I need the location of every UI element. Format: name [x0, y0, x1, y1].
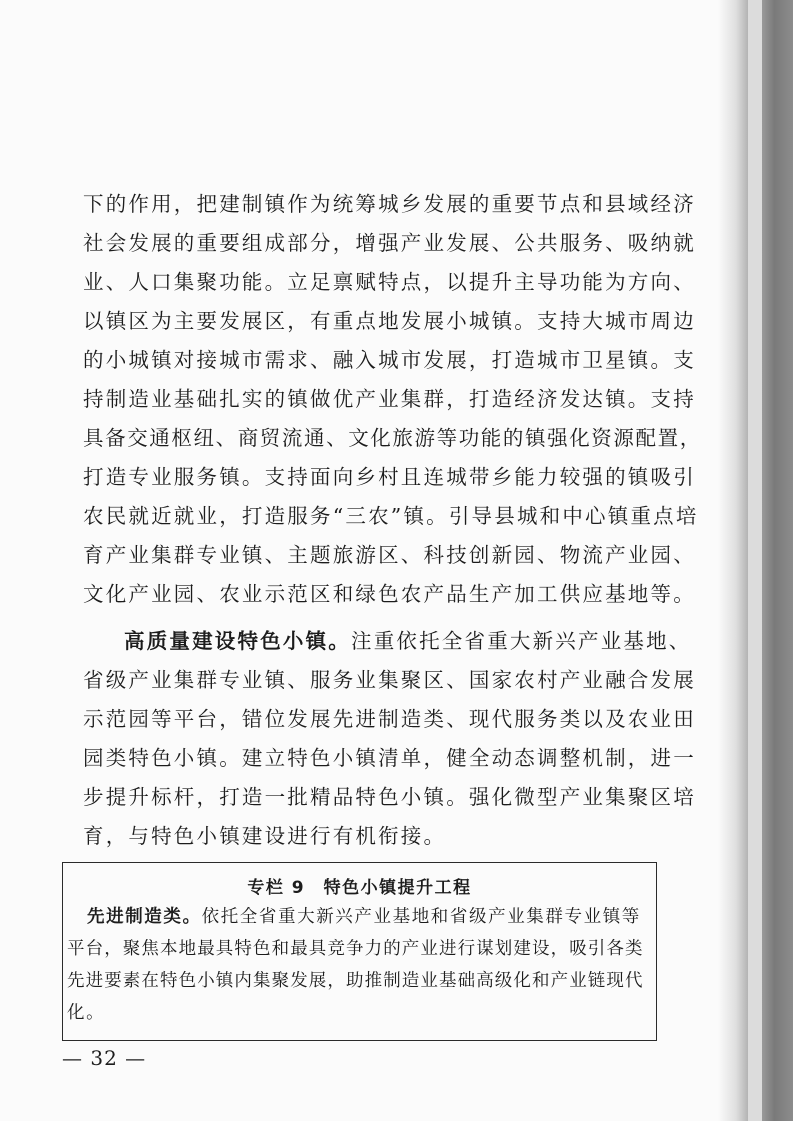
body-line: 以镇区为主要发展区，有重点地发展小城镇。支持大城市周边 — [83, 309, 696, 333]
feature-box-line: 平台，聚焦本地最具特色和最具竞争力的产业进行谋划建设，吸引各类 — [67, 939, 644, 959]
body-line: 文化产业园、农业示范区和绿色农产品生产加工供应基地等。 — [83, 582, 696, 606]
page-edge-dark — [762, 0, 793, 1121]
body-line: 具备交通枢纽、商贸流通、文化旅游等功能的镇强化资源配置， — [83, 426, 702, 450]
feature-box — [62, 862, 657, 1041]
body-line: 社会发展的重要组成部分，增强产业发展、公共服务、吸纳就 — [83, 231, 696, 255]
body-line: 打造专业服务镇。支持面向乡村且连城带乡能力较强的镇吸引 — [83, 465, 696, 489]
body-line: 园类特色小镇。建立特色小镇清单，健全动态调整机制，进一 — [83, 746, 696, 770]
body-line: 的小城镇对接城市需求、融入城市发展，打造城市卫星镇。支 — [83, 348, 696, 372]
page-edge-strip — [748, 0, 762, 1121]
feature-box-lead: 先进制造类。 — [87, 907, 202, 927]
body-line: 持制造业基础扎实的镇做优产业集群，打造经济发达镇。支持 — [83, 387, 696, 411]
paragraph-lead: 高质量建设特色小镇。 — [124, 629, 351, 653]
feature-box-text: 依托全省重大新兴产业基地和省级产业集群专业镇等 — [201, 907, 641, 927]
body-line: 育产业集群专业镇、主题旅游区、科技创新园、物流产业园、 — [83, 543, 696, 567]
feature-box-title: 专栏 9 特色小镇提升工程 — [247, 878, 472, 898]
feature-box-line: 先进要素在特色小镇内集聚发展，助推制造业基础高级化和产业链现代 — [67, 971, 644, 991]
body-line: 步提升标杆，打造一批精品特色小镇。强化微型产业集聚区培 — [83, 785, 696, 809]
body-line: 育，与特色小镇建设进行有机衔接。 — [83, 824, 447, 848]
feature-box-line: 化。 — [67, 1003, 106, 1023]
body-line: 下的作用，把建制镇作为统筹城乡发展的重要节点和县域经济 — [83, 192, 696, 216]
page-edge-shadow — [718, 0, 748, 1121]
body-line: 示范园等平台，错位发展先进制造类、现代服务类以及农业田 — [83, 707, 696, 731]
body-line: 业、人口集聚功能。立足禀赋特点，以提升主导功能为方向、 — [83, 270, 696, 294]
feature-box-line — [87, 905, 641, 929]
page-number: — 32 — — [62, 1046, 147, 1070]
body-line — [124, 627, 692, 655]
paragraph-text: 注重依托全省重大新兴产业基地、 — [351, 629, 692, 653]
body-line: 省级产业集群专业镇、服务业集聚区、国家农村产业融合发展 — [83, 668, 696, 692]
body-line: 农民就近就业，打造服务“三农”镇。引导县城和中心镇重点培 — [83, 504, 699, 528]
